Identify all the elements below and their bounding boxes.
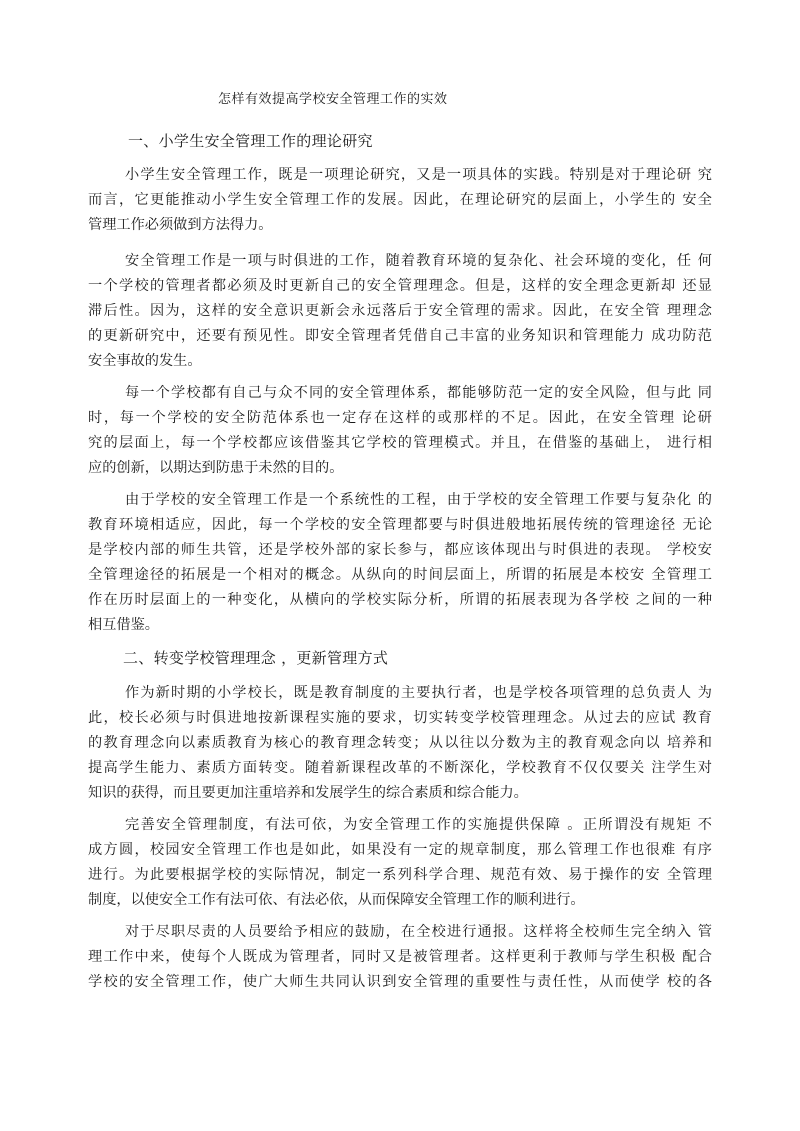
- paragraph-6: [88, 813, 712, 913]
- paragraph-line: 应的创新，以期达到防患于未然的目的。: [88, 460, 344, 476]
- paragraph-2: [88, 249, 712, 374]
- document-title: 怎样有效提高学校安全管理工作的实效: [218, 92, 448, 107]
- paragraph-5: [88, 681, 712, 806]
- paragraph-line: 的更新研究中，还要有预见性。即安全管理者凭借自己丰富的业务知识和管理能力 成功防范: [88, 328, 712, 344]
- paragraph-line: 由于学校的安全管理工作是一个系统性的工程，由于学校的安全管理工作要与复杂化 的: [125, 492, 712, 508]
- paragraph-3: [88, 381, 712, 481]
- paragraph-line: 安全事故的发生。: [88, 353, 202, 369]
- section-heading-1: 一、小学生安全管理工作的理论研究: [128, 132, 373, 150]
- paragraph-line: 管理工作必须做到方法得力。: [88, 217, 273, 233]
- paragraph-line: 作为新时期的小学校长，既是教育制度的主要执行者，也是学校各项管理的总负责人 为: [125, 685, 712, 701]
- paragraph-line: 制度，以使安全工作有法可依、有法必依，从而保障安全管理工作的顺利进行。: [88, 892, 585, 908]
- paragraph-line: 对于尽职尽责的人员要给予相应的鼓励，在全校进行通报。这样将全校师生完全纳入 管: [125, 924, 712, 940]
- paragraph-line: 究的层面上，每一个学校都应该借鉴其它学校的管理模式。并且，在借鉴的基础上， 进行相: [88, 435, 712, 451]
- paragraph-line: 此，校长必须与时俱进地按新课程实施的要求，切实转变学校管理理念。从过去的应试 教育: [88, 710, 712, 726]
- paragraph-1: [88, 163, 712, 238]
- paragraph-line: 相互借鉴。: [88, 617, 159, 633]
- paragraph-line: 理工作中来，使每个人既成为管理者，同时又是被管理者。这样更利于教师与学生积极 配合: [88, 949, 712, 965]
- paragraph-line: 时，每一个学校的安全防范体系也一定存在这样的或那样的不足。因此，在安全管理 论研: [88, 410, 712, 426]
- paragraph-line: 知识的获得，而且要更加注重培养和发展学生的综合素质和综合能力。: [88, 785, 528, 801]
- paragraph-line: 进行。为此要根据学校的实际情况，制定一系列科学合理、规范有效、易于操作的安 全管理: [88, 867, 712, 883]
- paragraph-line: 学校的安全管理工作，使广大师生共同认识到安全管理的重要性与责任性，从而使学 校的各: [88, 974, 712, 990]
- paragraph-line: 提高学生能力、素质方面转变。随着新课程改革的不断深化，学校教育不仅仅要关 注学生对: [88, 760, 712, 776]
- paragraph-line: 完善安全管理制度，有法可依，为安全管理工作的实施提供保障 。正所谓没有规矩 不: [125, 817, 712, 833]
- paragraph-line: 教育环境相适应，因此，每一个学校的安全管理都要与时俱进般地拓展传统的管理途径 无论: [88, 517, 712, 533]
- paragraph-line: 的教育理念向以素质教育为核心的教育理念转变；从以往以分数为主的教育观念向以 培养和: [88, 735, 712, 751]
- paragraph-line: 一个学校的管理者都必须及时更新自己的安全管理理念。但是，这样的安全理念更新却 还显: [88, 278, 712, 294]
- paragraph-7: [88, 920, 712, 995]
- paragraph-line: 成方圆，校园安全管理工作也是如此，如果没有一定的规章制度，那么管理工作也很难 有序: [88, 842, 712, 858]
- paragraph-4: [88, 488, 712, 638]
- paragraph-line: 而言，它更能推动小学生安全管理工作的发展。因此，在理论研究的层面上，小学生的 安全: [88, 192, 712, 208]
- paragraph-line: 安全管理工作是一项与时俱进的工作，随着教育环境的复杂化、社会环境的变化，任 何: [125, 253, 712, 269]
- paragraph-line: 滞后性。因为，这样的安全意识更新会永远落后于安全管理的需求。因此，在安全管 理理念: [88, 303, 712, 319]
- section-heading-2: 二、转变学校管理理念 ，更新管理方式: [123, 649, 389, 667]
- paragraph-line: 作在历时层面上的一种变化，从横向的学校实际分析，所谓的拓展表现为各学校 之间的一种: [88, 592, 712, 608]
- paragraph-line: 全管理途径的拓展是一个相对的概念。从纵向的时间层面上，所谓的拓展是本校安 全管理工: [88, 567, 712, 583]
- paragraph-line: 每一个学校都有自己与众不同的安全管理体系，都能够防范一定的安全风险，但与此 同: [125, 385, 712, 401]
- paragraph-line: 小学生安全管理工作，既是一项理论研究，又是一项具体的实践。特别是对于理论研 究: [125, 167, 712, 183]
- paragraph-line: 是学校内部的师生共管，还是学校外部的家长参与，都应该体现出与时俱进的表现。 学校安: [88, 542, 712, 558]
